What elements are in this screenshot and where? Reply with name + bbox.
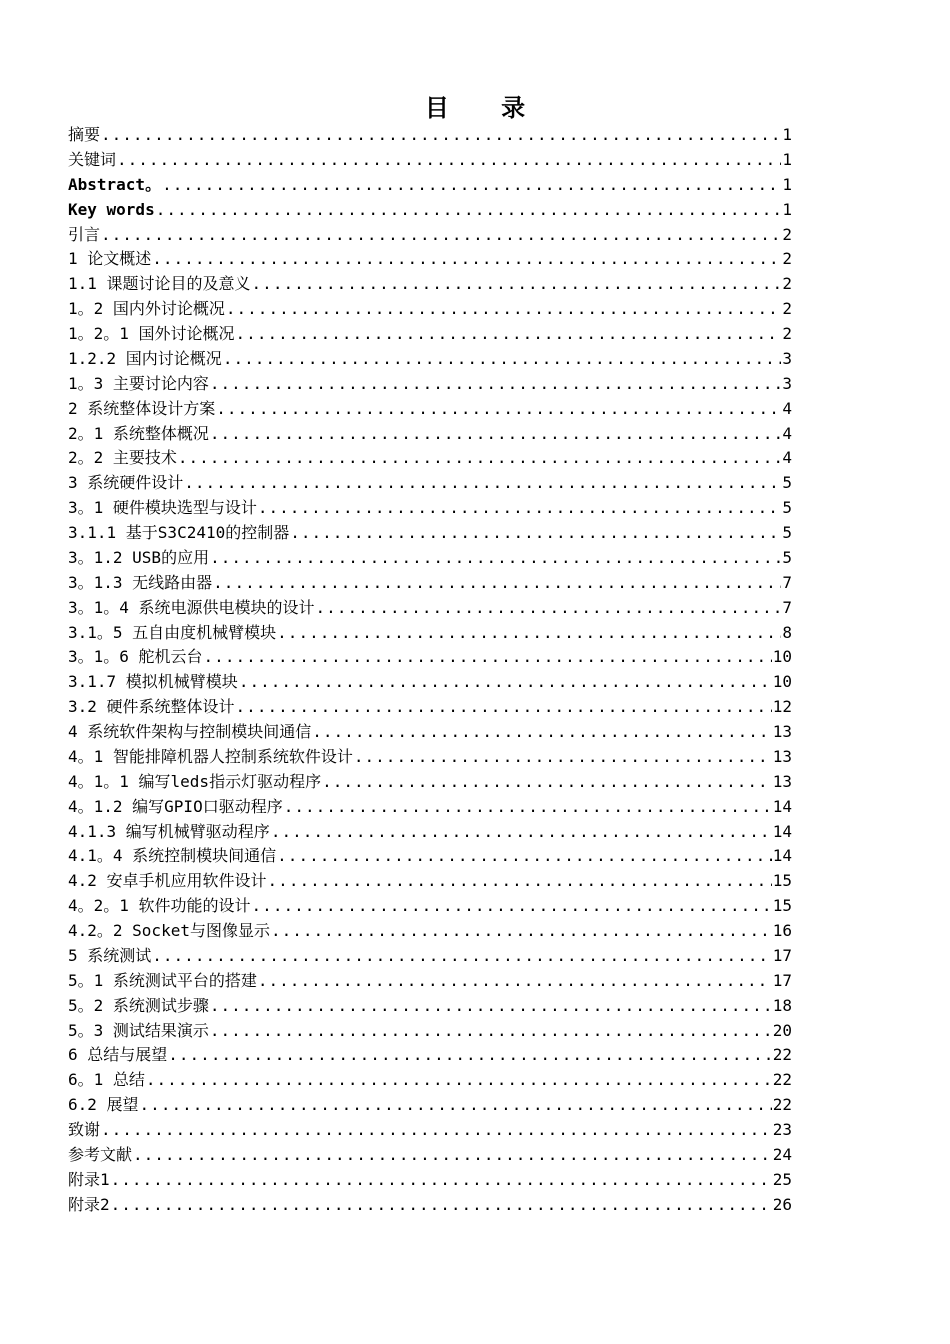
toc-dot-leader bbox=[322, 770, 772, 795]
toc-dot-leader bbox=[111, 1168, 772, 1193]
toc-entry-page-number: 13 bbox=[772, 746, 792, 766]
toc-dot-leader bbox=[101, 123, 781, 148]
toc-entry[interactable] bbox=[68, 422, 792, 447]
toc-entry-label: 4。1.2 编写GPIO口驱动程序 bbox=[68, 796, 283, 816]
toc-dot-leader bbox=[210, 422, 781, 447]
toc-entry-page-number: 17 bbox=[772, 945, 792, 965]
toc-entry-label: 3.1.7 模拟机械臂模块 bbox=[68, 672, 238, 692]
toc-dot-leader bbox=[312, 720, 771, 745]
toc-entry-label: 1.2.2 国内讨论概况 bbox=[68, 348, 222, 368]
toc-entry[interactable] bbox=[68, 247, 792, 272]
toc-entry-label: Abstract。 bbox=[68, 174, 162, 194]
toc-entry[interactable] bbox=[68, 223, 792, 248]
toc-dot-leader bbox=[133, 1143, 772, 1168]
toc-entry[interactable] bbox=[68, 546, 792, 571]
toc-entry[interactable] bbox=[68, 969, 792, 994]
toc-entry-page-number: 3 bbox=[782, 373, 792, 393]
toc-dot-leader bbox=[284, 795, 772, 820]
toc-entry-page-number: 20 bbox=[772, 1020, 792, 1040]
toc-entry-page-number: 15 bbox=[772, 896, 792, 916]
toc-entry-label: 2。2 主要技术 bbox=[68, 448, 177, 468]
toc-entry-label: 4 系统软件架构与控制模块间通信 bbox=[68, 722, 312, 741]
toc-dot-leader bbox=[117, 148, 781, 173]
toc-entry-label: 3.1.1 基于S3C2410的控制器 bbox=[68, 523, 290, 542]
toc-entry[interactable] bbox=[68, 347, 792, 372]
toc-entry-label: 3。1.2 USB的应用 bbox=[68, 547, 210, 567]
toc-dot-leader bbox=[239, 670, 772, 695]
toc-dot-leader bbox=[216, 397, 781, 422]
toc-dot-leader bbox=[213, 571, 781, 596]
toc-dot-leader bbox=[111, 1193, 772, 1218]
toc-entry[interactable] bbox=[68, 1168, 792, 1193]
toc-dot-leader bbox=[316, 596, 782, 621]
toc-entry-label: 4.2 安卓手机应用软件设计 bbox=[68, 871, 267, 891]
toc-dot-leader bbox=[204, 645, 772, 670]
toc-dot-leader bbox=[156, 198, 782, 223]
toc-entry-label: 引言 bbox=[68, 224, 101, 244]
toc-entry[interactable] bbox=[68, 869, 792, 894]
toc-entry[interactable] bbox=[68, 123, 792, 148]
toc-entry-page-number: 14 bbox=[772, 846, 792, 866]
toc-entry[interactable] bbox=[68, 994, 792, 1019]
toc-dot-leader bbox=[252, 272, 782, 297]
toc-entry-label: 4.1.3 编写机械臂驱动程序 bbox=[68, 821, 270, 841]
toc-entry-page-number: 1 bbox=[782, 174, 792, 194]
toc-entry-label: 1。2。1 国外讨论概况 bbox=[68, 324, 235, 343]
toc-entry-label: 3。1。6 舵机云台 bbox=[68, 647, 203, 667]
toc-dot-leader bbox=[101, 223, 781, 248]
toc-entry-page-number: 5 bbox=[782, 547, 792, 567]
toc-dot-leader bbox=[168, 1043, 771, 1068]
toc-entry-label: 1.1 课题讨论目的及意义 bbox=[68, 274, 251, 294]
toc-entry[interactable] bbox=[68, 770, 792, 795]
toc-entry-label: 4.1。4 系统控制模块间通信 bbox=[68, 846, 277, 866]
toc-entry-page-number: 25 bbox=[772, 1169, 792, 1189]
toc-entry[interactable] bbox=[68, 919, 792, 944]
toc-entry-page-number: 12 bbox=[772, 697, 792, 717]
toc-entry-page-number: 5 bbox=[782, 523, 792, 542]
toc-entry-page-number: 8 bbox=[782, 622, 792, 642]
toc-dot-leader bbox=[210, 994, 772, 1019]
toc-entry[interactable] bbox=[68, 372, 792, 397]
toc-entry-page-number: 10 bbox=[772, 647, 792, 667]
toc-entry-label: 4。1 智能排障机器人控制系统软件设计 bbox=[68, 746, 353, 766]
toc-dot-leader bbox=[152, 247, 781, 272]
toc-dot-leader bbox=[236, 695, 772, 720]
toc-entry[interactable] bbox=[68, 521, 792, 546]
toc-entry[interactable] bbox=[68, 148, 792, 173]
toc-entry[interactable] bbox=[68, 894, 792, 919]
toc-entry[interactable] bbox=[68, 297, 792, 322]
toc-entry-label: 1。3 主要讨论内容 bbox=[68, 373, 209, 393]
toc-dot-leader bbox=[152, 944, 771, 969]
toc-entry-page-number: 7 bbox=[782, 572, 792, 592]
toc-entry[interactable] bbox=[68, 1068, 792, 1093]
toc-entry[interactable] bbox=[68, 272, 792, 297]
toc-dot-leader bbox=[252, 894, 772, 919]
toc-entry-page-number: 7 bbox=[782, 597, 792, 617]
toc-entry[interactable] bbox=[68, 322, 792, 347]
toc-entry-page-number: 1 bbox=[782, 125, 792, 144]
toc-entry-label: 附录1 bbox=[68, 1169, 110, 1189]
toc-entry-label: 附录2 bbox=[68, 1194, 110, 1214]
toc-dot-leader bbox=[140, 1093, 772, 1118]
toc-entry-page-number: 4 bbox=[782, 448, 792, 468]
toc-entry-label: 5。3 测试结果演示 bbox=[68, 1020, 209, 1040]
toc-entry-label: 3。1 硬件模块选型与设计 bbox=[68, 498, 257, 518]
toc-entry-label: 致谢 bbox=[68, 1120, 101, 1139]
toc-entry[interactable] bbox=[68, 695, 792, 720]
toc-title: 目 录 bbox=[424, 94, 548, 122]
toc-entry-label: 3.1。5 五自由度机械臂模块 bbox=[68, 622, 277, 642]
toc-entry-page-number: 16 bbox=[772, 921, 792, 940]
toc-entry[interactable] bbox=[68, 720, 792, 745]
toc-entry-label: 3。1.3 无线路由器 bbox=[68, 572, 213, 592]
toc-entry-label: 2 系统整体设计方案 bbox=[68, 398, 216, 418]
toc-entry[interactable] bbox=[68, 944, 792, 969]
toc-dot-leader bbox=[146, 1068, 772, 1093]
toc-entry-label: 4.2。2 Socket与图像显示 bbox=[68, 921, 270, 940]
toc-dot-leader bbox=[178, 446, 781, 471]
toc-entry-page-number: 2 bbox=[782, 249, 792, 269]
toc-entry-page-number: 24 bbox=[772, 1144, 792, 1164]
toc-entry-label: 1。2 国内外讨论概况 bbox=[68, 299, 225, 319]
toc-dot-leader bbox=[258, 496, 781, 521]
toc-entry-label: 6。1 总结 bbox=[68, 1070, 145, 1090]
toc-entry-page-number: 1 bbox=[782, 149, 792, 169]
toc-entry-page-number: 22 bbox=[772, 1045, 792, 1065]
toc-dot-leader bbox=[236, 322, 782, 347]
toc-entry[interactable] bbox=[68, 496, 792, 521]
toc-dot-leader bbox=[271, 820, 772, 845]
toc-dot-leader bbox=[354, 745, 772, 770]
toc-entry-page-number: 18 bbox=[772, 995, 792, 1015]
toc-entry-page-number: 22 bbox=[772, 1095, 792, 1115]
toc-dot-leader bbox=[268, 869, 772, 894]
toc-entry-label: 5。1 系统测试平台的搭建 bbox=[68, 970, 257, 990]
toc-entry[interactable] bbox=[68, 571, 792, 596]
toc-entry-page-number: 2 bbox=[782, 299, 792, 319]
toc-entry-page-number: 10 bbox=[772, 672, 792, 692]
toc-entry-page-number: 2 bbox=[782, 274, 792, 294]
toc-entry-page-number: 13 bbox=[772, 722, 792, 741]
toc-entry-label: Key words bbox=[68, 199, 155, 219]
toc-entry-page-number: 17 bbox=[772, 970, 792, 990]
toc-entry[interactable] bbox=[68, 670, 792, 695]
toc-entry[interactable] bbox=[68, 198, 792, 223]
toc-entry[interactable] bbox=[68, 397, 792, 422]
toc-entry-label: 关键词 bbox=[68, 149, 117, 169]
toc-dot-leader bbox=[184, 471, 781, 496]
toc-entry-page-number: 13 bbox=[772, 771, 792, 791]
toc-dot-leader bbox=[277, 621, 781, 646]
toc-entry-page-number: 3 bbox=[782, 348, 792, 368]
toc-entry-label: 5。2 系统测试步骤 bbox=[68, 995, 209, 1015]
toc-entry[interactable] bbox=[68, 745, 792, 770]
toc-dot-leader bbox=[277, 844, 772, 869]
toc-entry[interactable] bbox=[68, 645, 792, 670]
toc-entry-label: 2。1 系统整体概况 bbox=[68, 423, 209, 443]
toc-entry-label: 3。1。4 系统电源供电模块的设计 bbox=[68, 597, 315, 617]
toc-entry[interactable] bbox=[68, 596, 792, 621]
toc-entry-label: 4。2。1 软件功能的设计 bbox=[68, 896, 251, 916]
toc-entry-label: 参考文献 bbox=[68, 1144, 133, 1164]
toc-entry-label: 摘要 bbox=[68, 125, 101, 144]
toc-entry[interactable] bbox=[68, 621, 792, 646]
toc-entry[interactable] bbox=[68, 446, 792, 471]
toc-entry-label: 4。1。1 编写leds指示灯驱动程序 bbox=[68, 771, 322, 791]
toc-entry[interactable] bbox=[68, 844, 792, 869]
toc-entry-page-number: 22 bbox=[772, 1070, 792, 1090]
toc-entry-page-number: 5 bbox=[782, 473, 792, 493]
toc-entry-page-number: 5 bbox=[782, 498, 792, 518]
toc-entry[interactable] bbox=[68, 1019, 792, 1044]
toc-dot-leader bbox=[162, 173, 781, 198]
toc-entry[interactable] bbox=[68, 173, 792, 198]
toc-entry-page-number: 4 bbox=[782, 398, 792, 418]
toc-dot-leader bbox=[271, 919, 772, 944]
toc-entry-label: 3 系统硬件设计 bbox=[68, 473, 184, 493]
toc-dot-leader bbox=[210, 372, 781, 397]
toc-entry[interactable] bbox=[68, 1143, 792, 1168]
toc-entry-label: 6.2 展望 bbox=[68, 1095, 139, 1115]
toc-dot-leader bbox=[101, 1118, 772, 1143]
toc-entry[interactable] bbox=[68, 1193, 792, 1218]
toc-entry[interactable] bbox=[68, 820, 792, 845]
toc-entry[interactable] bbox=[68, 1043, 792, 1068]
toc-dot-leader bbox=[223, 347, 782, 372]
toc-dot-leader bbox=[226, 297, 781, 322]
toc-entry[interactable] bbox=[68, 795, 792, 820]
toc-entry-page-number: 23 bbox=[772, 1120, 792, 1139]
toc-entry-label: 1 论文概述 bbox=[68, 249, 152, 269]
toc-entry-page-number: 4 bbox=[782, 423, 792, 443]
toc-entry-page-number: 15 bbox=[772, 871, 792, 891]
toc-dot-leader bbox=[210, 1019, 772, 1044]
toc-entry[interactable] bbox=[68, 1118, 792, 1143]
toc-entry-page-number: 1 bbox=[782, 199, 792, 219]
toc-dot-leader bbox=[258, 969, 772, 994]
toc-entry[interactable] bbox=[68, 471, 792, 496]
toc-entry-label: 5 系统测试 bbox=[68, 945, 152, 965]
toc-dot-leader bbox=[210, 546, 781, 571]
toc-entry-page-number: 26 bbox=[772, 1194, 792, 1214]
toc-entry-page-number: 14 bbox=[772, 821, 792, 841]
toc-entry[interactable] bbox=[68, 1093, 792, 1118]
toc-dot-leader bbox=[290, 521, 781, 546]
toc-entry-label: 6 总结与展望 bbox=[68, 1045, 168, 1065]
toc-entry-page-number: 2 bbox=[782, 224, 792, 244]
toc-entry-label: 3.2 硬件系统整体设计 bbox=[68, 697, 235, 717]
toc-list bbox=[68, 123, 792, 1218]
toc-entry-page-number: 2 bbox=[782, 324, 792, 343]
toc-entry-page-number: 14 bbox=[772, 796, 792, 816]
